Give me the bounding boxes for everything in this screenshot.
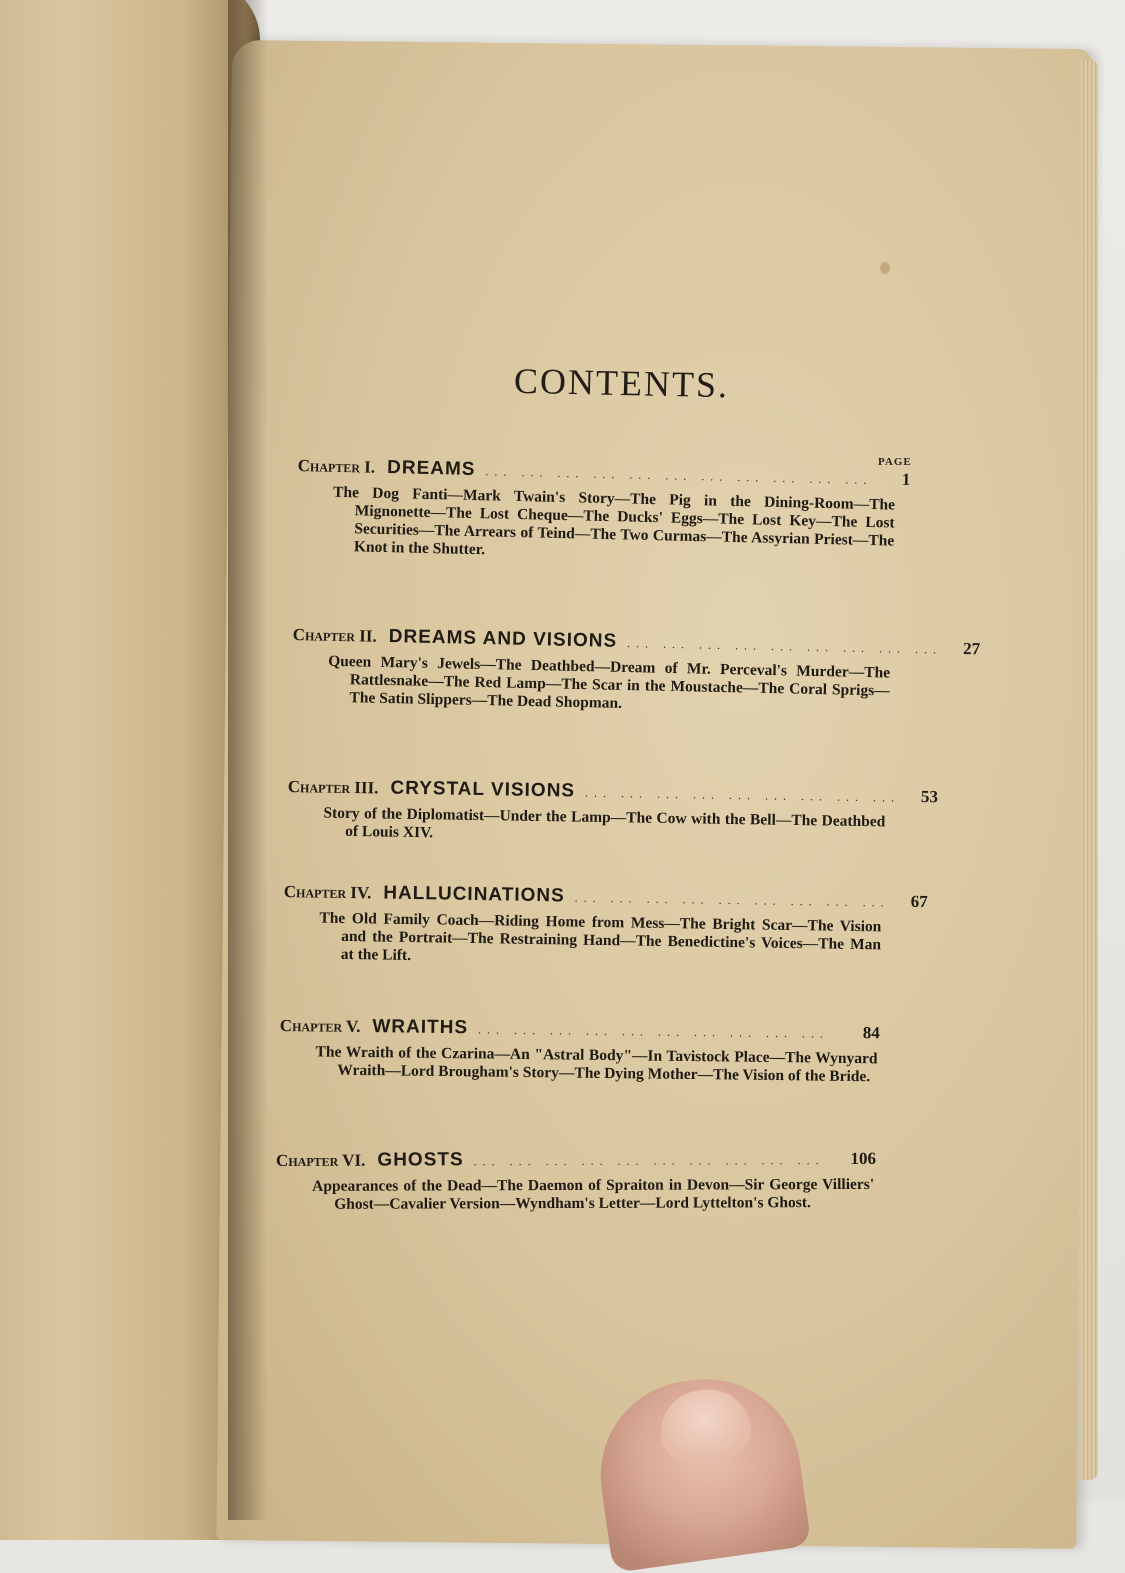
chapter-number: Chapter I. xyxy=(297,455,376,477)
dot-leader: ... ... ... ... ... ... ... ... ... xyxy=(626,636,943,657)
chapter-summary: The Dog Fanti—Mark Twain's Story—The Pig in the Dining-Room—The Mignonette—The Lost Cheque—The Ducks' Eggs—The Lost Key—The Lost Securities—The Arrears of Teind—The Two Curmas—The Assyrian Priest—The Knot in the Shutter. xyxy=(332,483,896,559)
chapter-page-number: 84 xyxy=(862,1023,880,1043)
chapter-summary: Story of the Diplomatist—Under the Lamp—The Cow with the Bell—The Deathbed of Louis XIV. xyxy=(323,804,886,842)
chapter-number: Chapter VI. xyxy=(276,1150,366,1170)
dot-leader: ... ... ... ... ... ... ... ... ... xyxy=(584,785,901,805)
chapter-title: DREAMS xyxy=(386,457,476,481)
gutter-shadow xyxy=(228,0,268,1520)
chapter-title: HALLUCINATIONS xyxy=(383,882,565,907)
chapter-number: Chapter III. xyxy=(287,776,379,798)
chapter-number: Chapter IV. xyxy=(283,881,372,903)
toc-entry xyxy=(279,1015,900,1087)
chapter-page-number: 53 xyxy=(920,786,939,807)
chapter-summary: The Wraith of the Czarina—An "Astral Body"—In Tavistock Place—The Wynyard Wraith—Lord Brougham's Story—The Dying Mother—The Vision of the Bride. xyxy=(315,1043,878,1086)
chapter-page-number: 27 xyxy=(962,639,981,659)
contents-heading: CONTENTS. xyxy=(513,360,730,406)
chapter-summary: Appearances of the Dead—The Daemon of Spraiton in Devon—Sir George Villiers' Ghost—Cavalier Version—Wyndham's Letter—Lord Lyttelton's Ghost. xyxy=(312,1175,875,1213)
chapter-title: GHOSTS xyxy=(377,1149,464,1171)
chapter-page-number: 106 xyxy=(850,1148,877,1168)
chapter-line xyxy=(276,1148,876,1172)
chapter-number: Chapter V. xyxy=(279,1015,361,1036)
page-column-label: PAGE xyxy=(878,456,912,468)
chapter-title: CRYSTAL VISIONS xyxy=(390,777,576,802)
chapter-summary: The Old Family Coach—Riding Home from Mess—The Bright Scar—The Vision and the Portrait—The Restraining Hand—The Benedictine's Voices—The Man at the Lift. xyxy=(319,909,882,965)
toc-entry xyxy=(276,1148,896,1214)
chapter-summary: Queen Mary's Jewels—The Deathbed—Dream of Mr. Perceval's Murder—The Rattlesnake—The Red Lamp—The Scar in the Moustache—The Coral Sprigs—The Satin Slippers—The Dead Shopman. xyxy=(328,652,891,712)
toc-entry xyxy=(287,776,939,850)
chapter-page-number: 67 xyxy=(910,891,928,912)
toc-entry xyxy=(283,881,928,973)
dot-leader: ... ... ... ... ... ... ... ... ... ... xyxy=(477,1022,830,1041)
chapter-title: DREAMS AND VISIONS xyxy=(388,626,618,652)
toc-entry xyxy=(291,624,981,719)
foxing-spot xyxy=(880,262,890,274)
toc-entry xyxy=(296,455,918,569)
dot-leader: ... ... ... ... ... ... ... ... ... xyxy=(574,890,890,910)
chapter-page-number: 1 xyxy=(901,469,911,489)
chapter-number: Chapter II. xyxy=(292,624,377,646)
page-edges xyxy=(1080,60,1098,1480)
dot-leader: ... ... ... ... ... ... ... ... ... ... ... xyxy=(485,464,873,488)
chapter-title: WRAITHS xyxy=(372,1016,469,1039)
dot-leader: ... ... ... ... ... ... ... ... ... ... xyxy=(473,1153,825,1169)
